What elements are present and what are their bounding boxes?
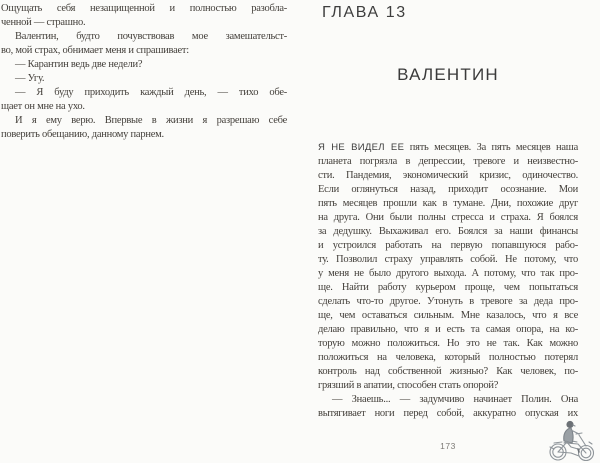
text-line: пять месяцев прошли как в тумане. Дни, похожие друг [318, 198, 578, 209]
right-page-body [318, 141, 578, 421]
text-line: ченной — страшно. [1, 17, 86, 28]
text-line: Если оглянуться назад, приходит осознание. Мои [318, 184, 578, 195]
text-line: вытягивает ноги перед собой, аккуратно опуская их [318, 408, 578, 419]
page-number: 173 [440, 441, 456, 451]
text-line: — Карантин ведь две недели? [15, 59, 143, 70]
text-line: Я НЕ ВИДЕЛ ЕЕ пять месяцев. За пять месяцев наша [318, 142, 579, 153]
text-line: сделать что-то другое. Утонуть в тревоге за деда про- [318, 296, 578, 307]
text-line: И я ему верю. Впервые в жизни я разрешаю себе [15, 115, 287, 126]
text-line: — Угу. [15, 73, 45, 84]
text-line: ще, чем оставаться сильным. Мне казалось, что я все [318, 310, 578, 321]
text-line: ще. Найти работу курьером проще, чем попытаться [318, 282, 578, 293]
text-line: делаю правильно, что я и есть та самая опора, на ко- [318, 324, 578, 335]
text-line: Валентин, будто почувствовав мое замешательст- [15, 31, 287, 42]
text-line: — Знаешь... — задумчиво начинает Полин. Она [332, 394, 578, 405]
text-line: контроль над собственной жизнью? Как человек, по- [318, 366, 578, 377]
text-line: поверить обещанию, данному парнем. [1, 129, 164, 140]
text-line: за дедушку. Выхаживал его. Боялся за наши финансы [318, 226, 578, 237]
text-line: положиться на человека, который полностью потерял [318, 352, 578, 363]
left-page-text [1, 2, 287, 142]
text-line: сти. Пандемия, экономический кризис, одиночество. [318, 170, 578, 181]
text-line: и устроился работать на первую попавшуюся рабо- [318, 240, 578, 251]
text-line: торую можно положиться. Но это не так. Как можно [318, 338, 578, 349]
lead-in-caps: Я НЕ ВИДЕЛ ЕЕ [318, 142, 405, 153]
chapter-title: ВАЛЕНТИН [397, 65, 499, 84]
text-line: грязший в апатии, способен стать опорой? [318, 380, 499, 391]
chapter-heading: ГЛАВА 13 [322, 4, 407, 21]
text-line: Ощущать себя незащищенной и полностью разобла- [1, 3, 287, 14]
motorcycle-rider-icon [545, 416, 597, 462]
text-line: щает он мне на ухо. [1, 101, 85, 112]
text-line: во, мой страх, обнимает меня и спрашивает: [1, 45, 189, 56]
text-line: у меня не было другого выхода. А потому, что так про- [318, 268, 578, 279]
text-line: планета погрязла в депрессии, тревоге и неизвестно- [318, 156, 578, 167]
right-page [318, 0, 578, 463]
text-line: — Я буду приходить каждый день, — тихо обе- [15, 87, 287, 98]
text-line: на друга. Они были полны стресса и страха. Я боялся [318, 212, 578, 223]
text-line: ту. Позволил страху управлять собой. Не потому, что [318, 254, 578, 265]
